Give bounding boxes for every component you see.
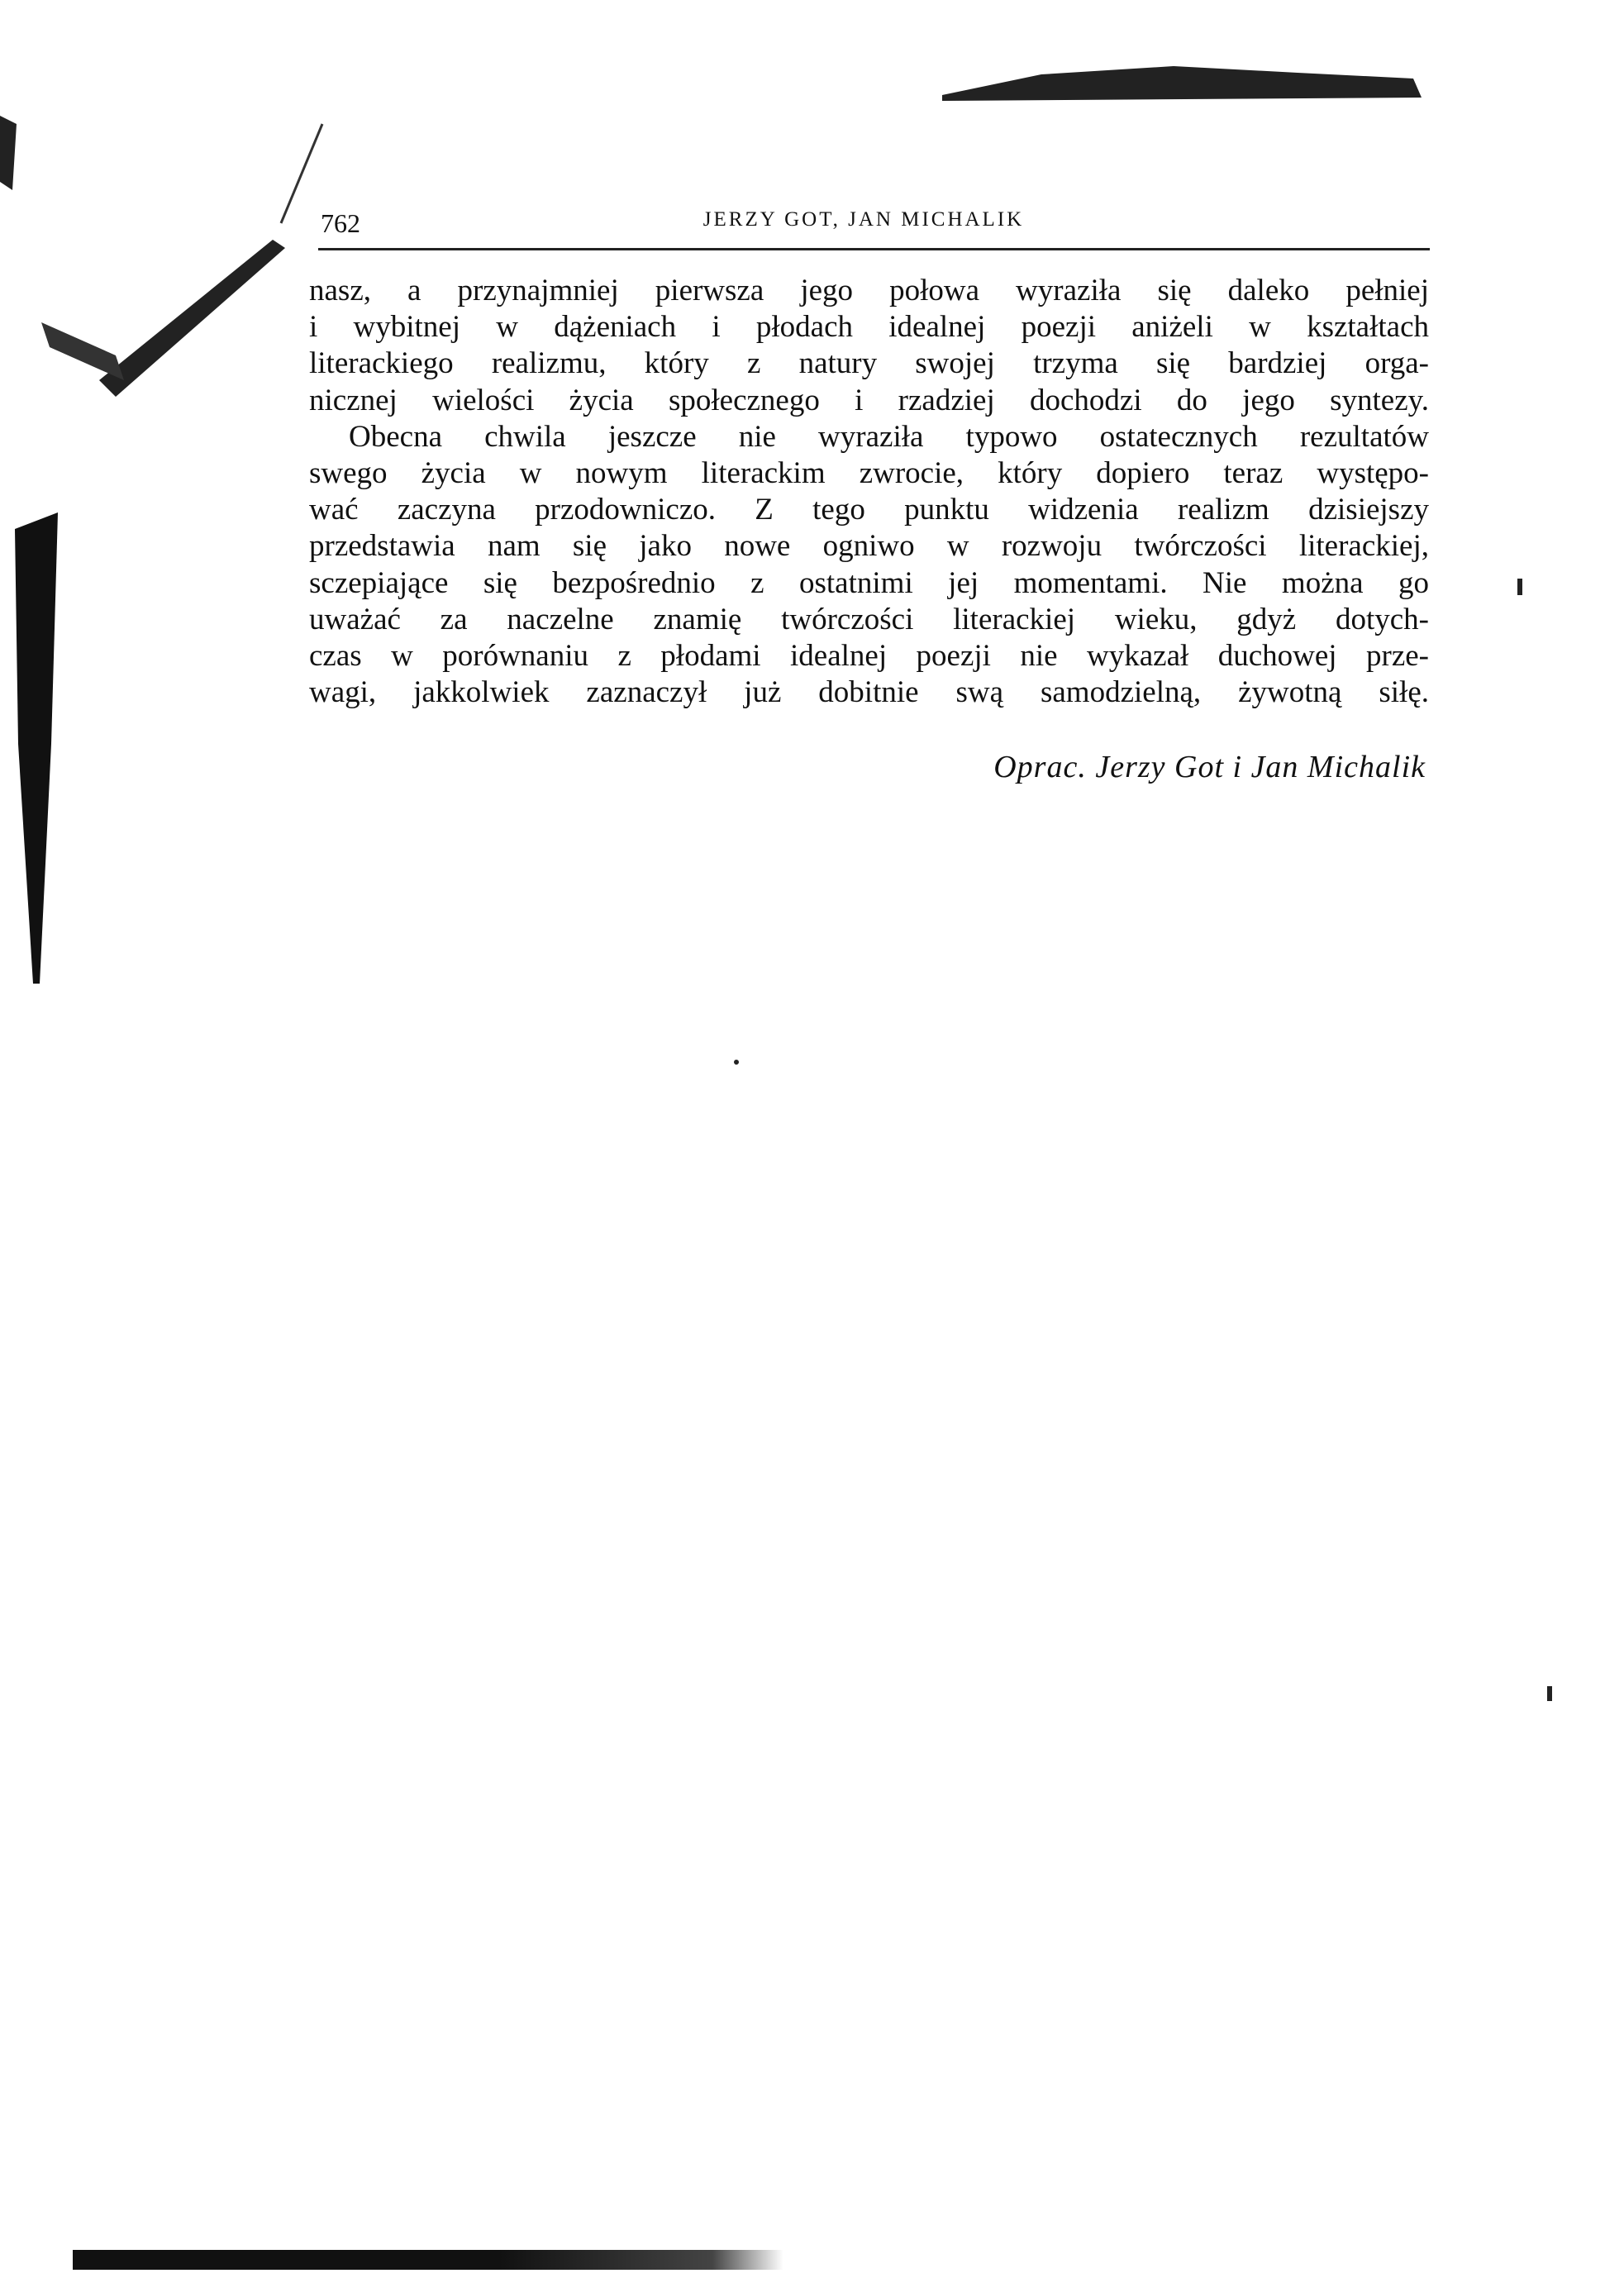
text-line: Obecna chwila jeszcze nie wyraziła typowo ostatecznych rezultatów: [349, 419, 1429, 454]
text-line: przedstawia nam się jako nowe ogniwo w rozwoju twórczości literackiej,: [309, 529, 1429, 564]
header-rule: [318, 248, 1430, 250]
scan-speck: [1547, 1686, 1552, 1701]
scan-speck: [1517, 579, 1522, 595]
text-line: sczepiające się bezpośrednio z ostatnimi jej momentami. Nie można go: [309, 565, 1429, 600]
page-number: 762: [321, 208, 360, 238]
text-line: nicznej wielości życia społecznego i rzadziej dochodzi do jego syntezy.: [309, 383, 1429, 417]
scan-smudge-top: [926, 50, 1438, 107]
signature: Oprac. Jerzy Got i Jan Michalik: [993, 750, 1426, 784]
running-head: JERZY GOT, JAN MICHALIK: [702, 208, 1025, 231]
text-line: literackiego realizmu, który z natury swojej trzyma się bardziej orga-: [309, 346, 1429, 381]
text-line: nasz, a przynajmniej pierwsza jego połowa wyraziła się daleko pełniej: [309, 274, 1429, 307]
text-line: czas w porównaniu z płodami idealnej poezji nie wykazał duchowej prze-: [309, 638, 1429, 673]
scan-speck: [734, 1060, 739, 1065]
text-line: i wybitnej w dążeniach i płodach idealnej poezji aniżeli w kształtach: [309, 310, 1429, 345]
text-line: wagi, jakkolwiek zaznaczył już dobitnie swą samodzielną, żywotną siłę.: [309, 675, 1429, 710]
body-text: [309, 273, 1429, 711]
text-line: wać zaczyna przodowniczo. Z tego punktu widzenia realizm dzisiejszy: [309, 493, 1429, 527]
text-line: uważać za naczelne znamię twórczości literackiej wieku, gdyż dotych-: [309, 602, 1429, 636]
text-line: swego życia w nowym literackim zwrocie, który dopiero teraz występo-: [309, 455, 1429, 490]
scan-edge-shadow-left: [0, 0, 331, 1033]
scan-edge-shadow-bottom: [73, 2250, 783, 2270]
